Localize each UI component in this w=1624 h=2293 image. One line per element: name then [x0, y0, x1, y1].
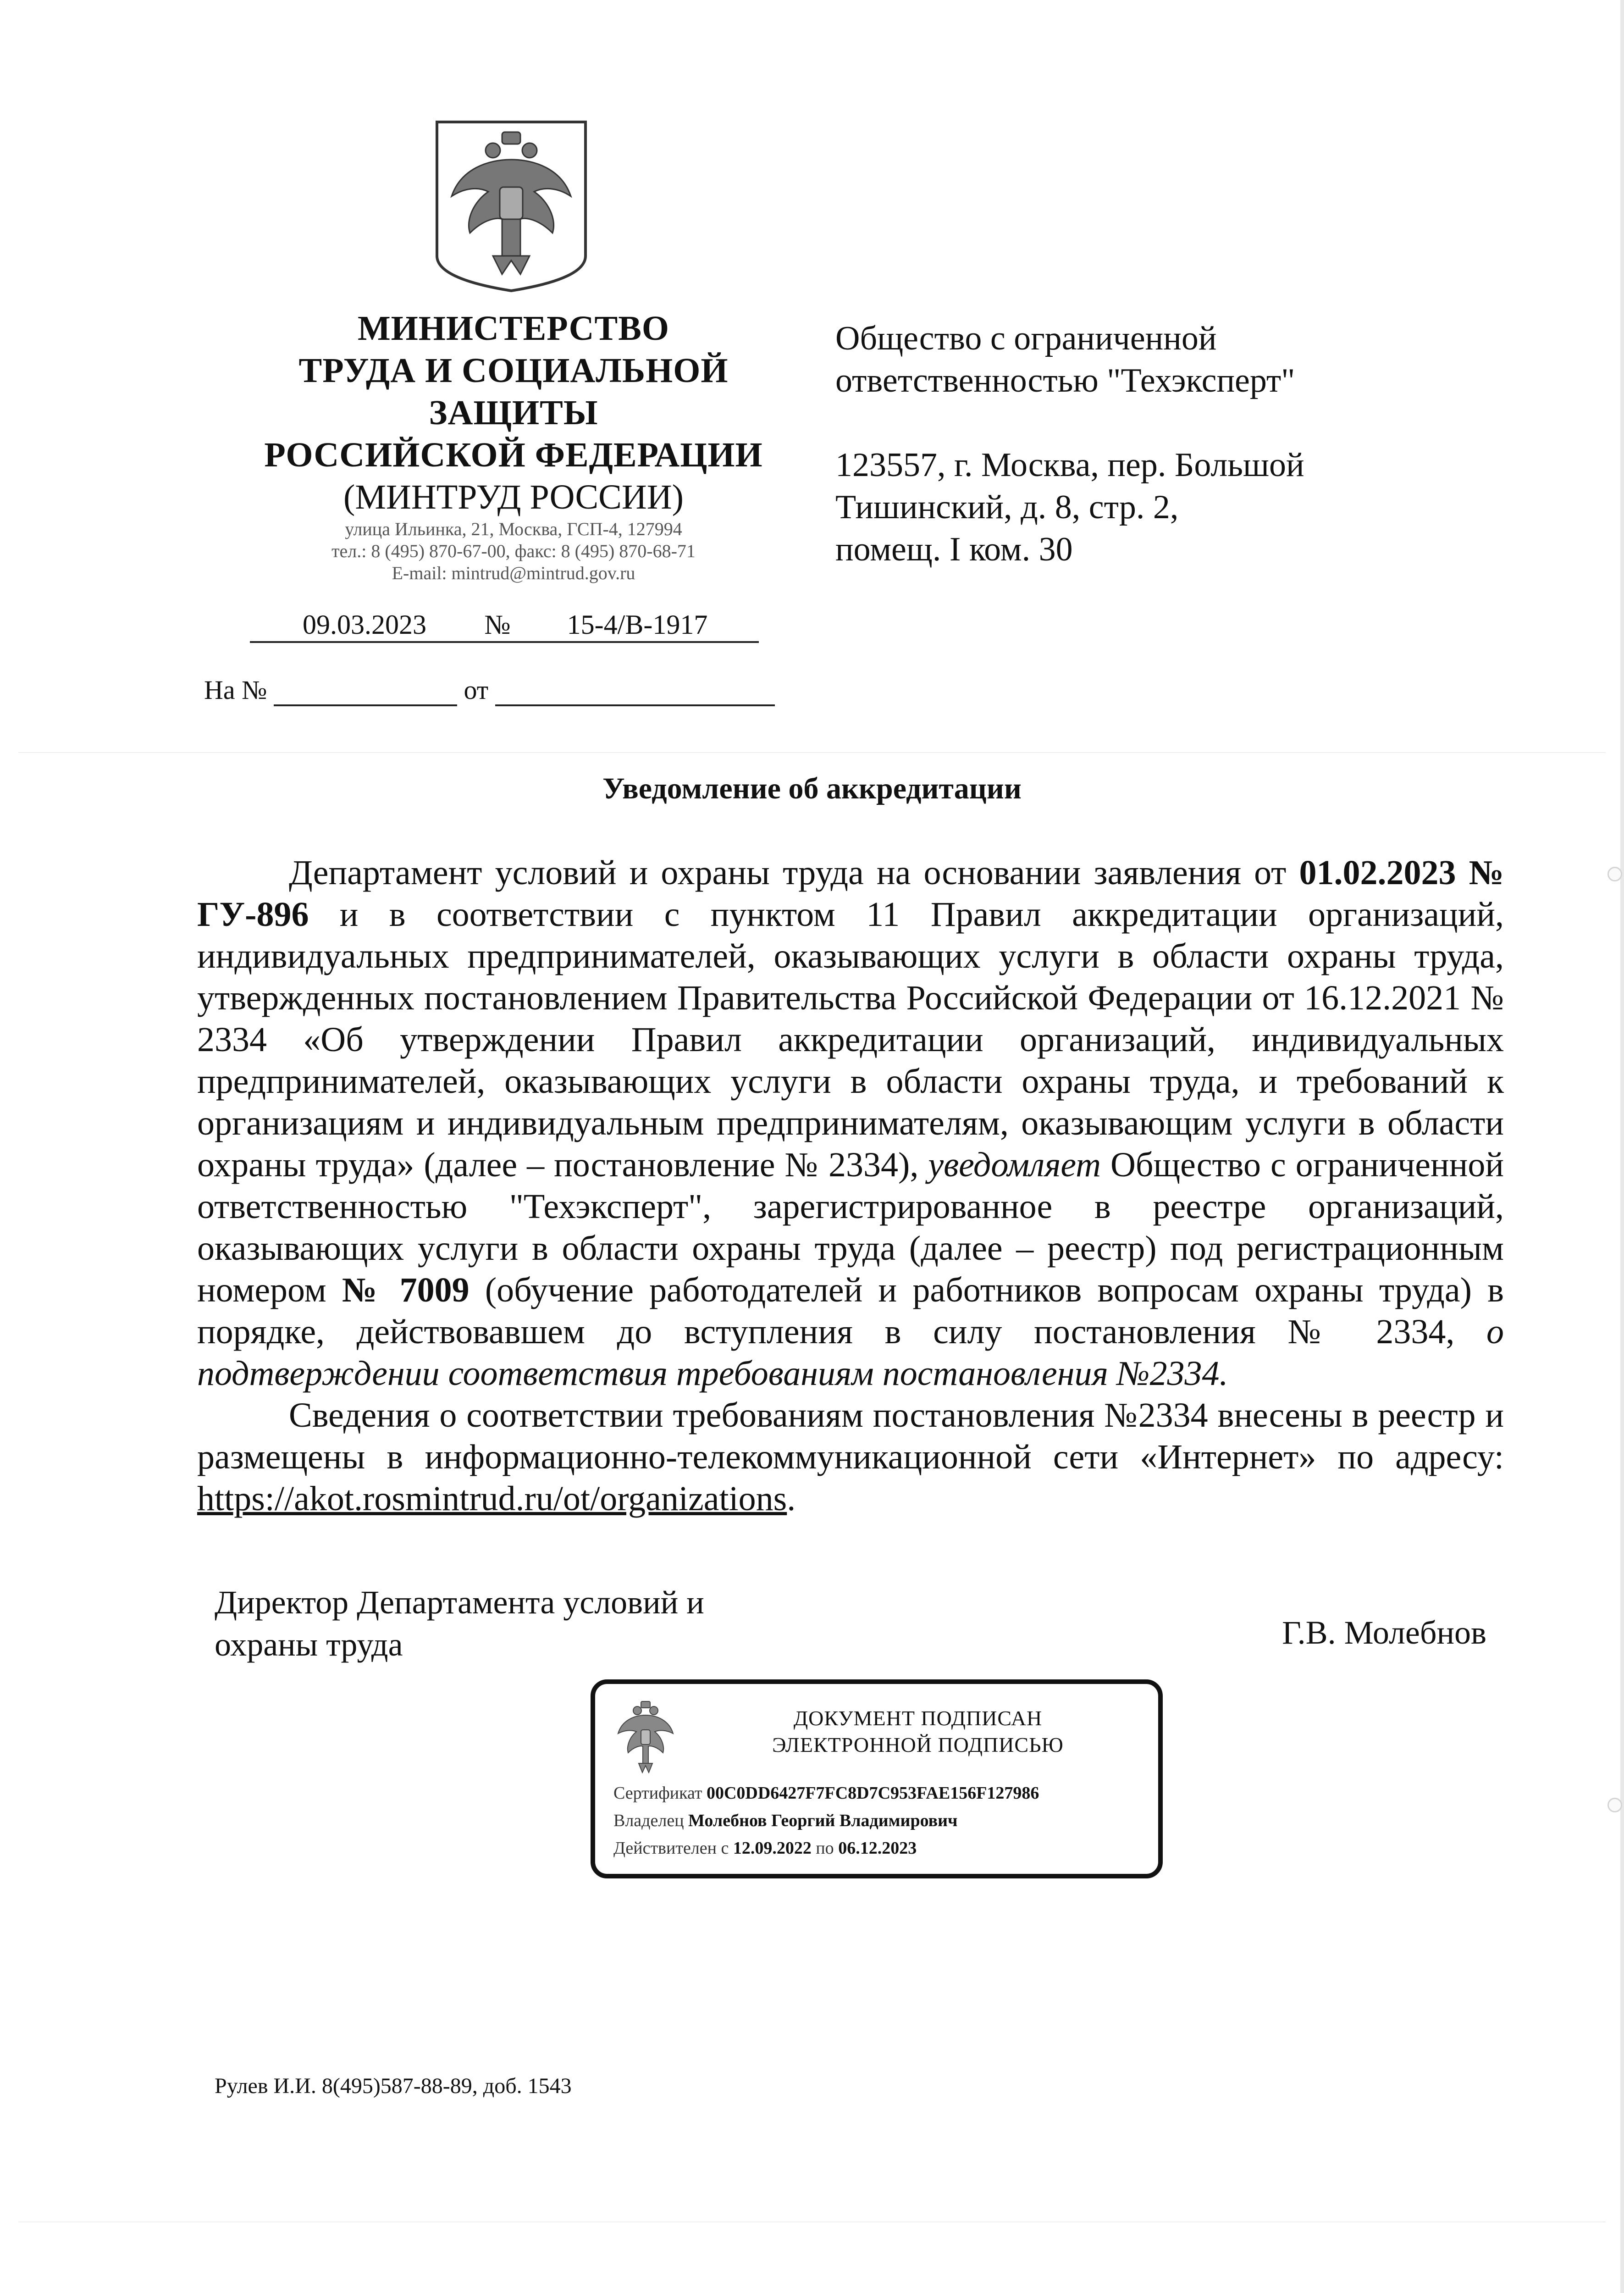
registry-link[interactable]: https://akot.rosmintrud.ru/ot/organizations: [197, 1479, 787, 1518]
stamp-coat-of-arms-icon: [613, 1697, 678, 1775]
ministry-name-line: ЗАЩИТЫ: [429, 393, 598, 432]
addressee-line: помещ. I ком. 30: [835, 531, 1073, 568]
ministry-name-line: ТРУДА И СОЦИАЛЬНОЙ: [298, 351, 729, 390]
stamp-certificate: Сертификат 00C0DD6427F7FC8D7C953FAE156F127986: [613, 1783, 1039, 1803]
reference-date-blank: [495, 681, 775, 706]
signer-position: Директор Департамента условий и охраны труда: [215, 1584, 704, 1663]
addressee-line: Тишинский, д. 8, стр. 2,: [835, 488, 1179, 526]
addressee-block: [835, 317, 1304, 570]
document-title: Уведомление об аккредитации: [602, 772, 1022, 805]
reference-line: [204, 674, 775, 706]
ministry-name-line: РОССИЙСКОЙ ФЕДЕРАЦИИ: [264, 436, 763, 474]
registration-number: № 7009: [342, 1271, 470, 1309]
ministry-letterhead: [243, 307, 784, 584]
punch-hole: [1607, 867, 1622, 881]
reference-number-blank: [274, 681, 457, 706]
signer-name: Г.В. Молебнов: [1282, 1614, 1486, 1651]
letter-date: 09.03.2023: [250, 608, 479, 643]
addressee-line: ответственностью "Техэксперт": [835, 362, 1295, 399]
coat-of-arms-icon: [433, 118, 589, 293]
ministry-name-line: МИНИСТЕРСТВО: [357, 309, 670, 348]
executor-contact: Рулев И.И. 8(495)587-88-89, доб. 1543: [215, 2074, 572, 2098]
reference-from-label: от: [464, 675, 489, 705]
scan-page-edge: [1620, 0, 1624, 2293]
reference-label: На №: [204, 675, 267, 705]
scan-line: [18, 752, 1606, 753]
addressee-line: Общество с ограниченной: [835, 320, 1217, 357]
number-sign: №: [479, 608, 516, 643]
scan-line: [18, 2221, 1606, 2222]
ministry-address: улица Ильинка, 21, Москва, ГСП-4, 127994: [345, 519, 682, 539]
stamp-owner: Владелец Молебнов Георгий Владимирович: [613, 1811, 958, 1830]
electronic-signature-stamp: [591, 1679, 1163, 1878]
body-paragraph: Сведения о соответствии требованиям постановления №2334 внесены в реестр и размещены в информационно-телекоммуникационной сети «Интернет» по адресу: https://akot.rosmintrud.ru/ot/organizations.: [197, 1396, 1504, 1518]
body-paragraph: Департамент условий и охраны труда на основании заявления от 01.02.2023 № ГУ-896 и в соответствии с пунктом 11 Правил аккредитации организаций, индивидуальных предпринимателей, оказывающих услуги в области охраны труда, утвержденных постановлением Правительства Российской Федерации от 16.12.2021 № 2334 «Об утверждении Правил аккредитации организаций, индивидуальных предпринимателей, оказывающих услуги в области охраны труда, и требований к организациям и индивидуальным предпринимателям, оказывающим услуги в области охраны труда» (далее – постановление № 2334), уведомляет Общество с ограниченной ответственностью "Техэксперт", зарегистрированное в реестре организаций, оказывающих услуги в области охраны труда (далее – реестр) под регистрационным номером № 7009 (обучение работодателей и работников вопросам охраны труда) в порядке, действовавшем до вступления в силу постановления № 2334, о подтверждении соответствия требованиям постановления №2334.: [197, 853, 1504, 1393]
stamp-heading: ДОКУМЕНТ ПОДПИСАН ЭЛЕКТРОННОЙ ПОДПИСЬЮ: [772, 1706, 1064, 1756]
ministry-email: E-mail: mintrud@mintrud.gov.ru: [392, 563, 635, 583]
application-reference: 01.02.2023 № ГУ-896: [197, 853, 1504, 934]
addressee-line: 123557, г. Москва, пер. Большой: [835, 446, 1304, 484]
letter-number: 15-4/В-1917: [516, 608, 759, 643]
stamp-validity: Действителен с 12.09.2022 по 06.12.2023: [613, 1839, 917, 1858]
document-body: [197, 852, 1504, 1520]
punch-hole: [1607, 1798, 1622, 1812]
ministry-short-name: (МИНТРУД РОССИИ): [343, 478, 684, 516]
ministry-phones: тел.: 8 (495) 870-67-00, факс: 8 (495) 870-68-71: [331, 541, 696, 561]
